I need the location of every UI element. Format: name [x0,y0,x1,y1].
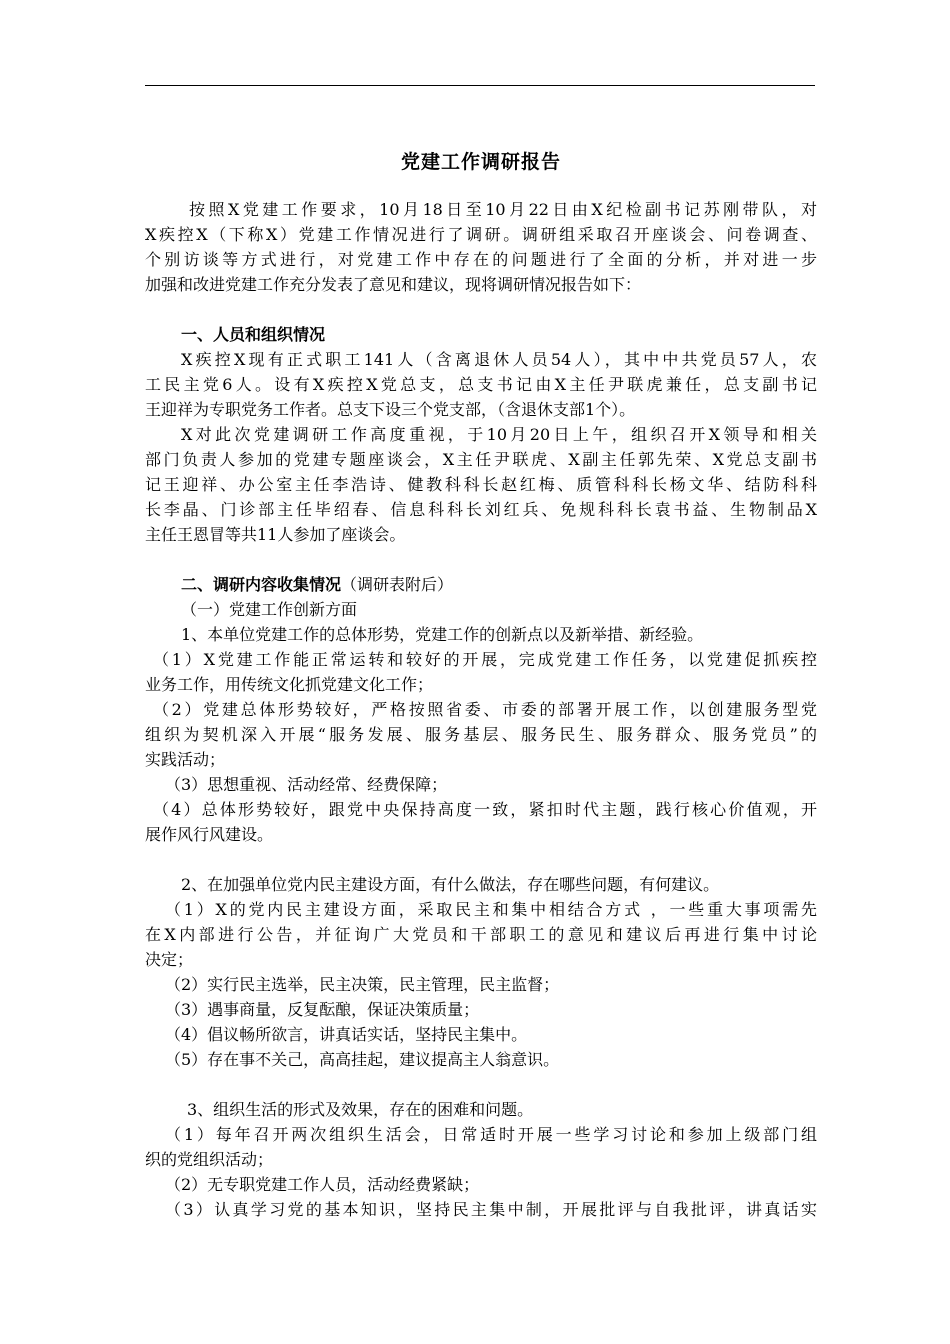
paragraph-line: 1、本单位党建工作的总体形势，党建工作的创新点以及新举措、新经验。 [181,625,704,644]
paragraph-line: X疾控X（下称X）党建工作情况进行了调研。调研组采取召开座谈会、问卷调查、 [145,225,817,244]
paragraph-line: 记王迎祥、办公室主任李浩诗、健教科科长赵红梅、质管科科长杨文华、结防科科 [145,475,817,494]
paragraph-line: 实践活动； [145,750,226,769]
paragraph-line: 按照X党建工作要求，10月18日至10月22日由X纪检副书记苏刚带队，对 [189,200,817,219]
paragraph-line: （一）党建工作创新方面 [181,600,358,619]
paragraph-line: 长李晶、门诊部主任毕绍春、信息科科长刘红兵、免规科科长袁书益、生物制品X [145,500,817,519]
section-heading: 一、人员和组织情况 [181,325,326,344]
paragraph-line: （2）无专职党建工作人员，活动经费紧缺； [165,1175,480,1194]
paragraph-line: （5）存在事不关己，高高挂起，建议提高主人翁意识。 [165,1050,560,1069]
paragraph-line: （2）实行民主选举，民主决策，民主管理，民主监督； [165,975,560,994]
page-title: 党建工作调研报告 [400,151,561,173]
paragraph-line: 组织为契机深入开展“服务发展、服务基层、服务民生、服务群众、服务党员”的 [145,725,817,744]
document-page [145,0,817,1344]
paragraph-line: （1）X的党内民主建设方面，采取民主和集中相结合方式 ，一些重大事项需先 [165,900,817,919]
section-heading: 二、调研内容收集情况（调研表附后） [181,575,454,594]
paragraph-line: （2）党建总体形势较好，严格按照省委、市委的部署开展工作，以创建服务型党 [153,700,817,719]
paragraph-line: 业务工作，用传统文化抓党建文化工作； [145,675,434,694]
paragraph-line: 王迎祥为专职党务工作者。总支下设三个党支部，（含退休支部1个）。 [145,400,636,419]
paragraph-line: 主任王恩冒等共11人参加了座谈会。 [145,525,406,544]
paragraph-line: （3）思想重视、活动经常、经费保障； [165,775,448,794]
paragraph-line: X疾控X现有正式职工141人（含离退休人员54人），其中中共党员57人，农 [181,350,817,369]
paragraph-line: 部门负责人参加的党建专题座谈会，X主任尹联虎、X副主任郭先荣、X党总支副书 [145,450,817,469]
paragraph-line: （1）X党建工作能正常运转和较好的开展，完成党建工作任务，以党建促抓疾控 [153,650,817,669]
paragraph-line: 3、组织生活的形式及效果，存在的困难和问题。 [187,1100,534,1119]
paragraph-line: 2、在加强单位党内民主建设方面，有什么做法，存在哪些问题，有何建议。 [181,875,720,894]
paragraph-line: 个别访谈等方式进行，对党建工作中存在的问题进行了全面的分析，并对进一步 [145,250,817,269]
heading-note: （调研表附后） [341,575,454,594]
paragraph-line: 织的党组织活动； [145,1150,274,1169]
paragraph-line: （1）每年召开两次组织生活会，日常适时开展一些学习讨论和参加上级部门组 [165,1125,817,1144]
paragraph-line: （4）倡议畅所欲言，讲真话实话，坚持民主集中。 [165,1025,528,1044]
paragraph-line: 展作风行风建设。 [145,825,274,844]
paragraph-line: （3）遇事商量，反复酝酿，保证决策质量； [165,1000,480,1019]
paragraph-line: 工民主党6人。设有X疾控X党总支，总支书记由X主任尹联虎兼任，总支副书记 [145,375,817,394]
header-rule [145,85,815,86]
paragraph-line: 在X内部进行公告，并征询广大党员和干部职工的意见和建议后再进行集中讨论 [145,925,817,944]
paragraph-line: X对此次党建调研工作高度重视，于10月20日上午，组织召开X领导和相关 [181,425,817,444]
paragraph-line: 加强和改进党建工作充分发表了意见和建议，现将调研情况报告如下： [145,275,642,294]
paragraph-line: （3）认真学习党的基本知识，坚持民主集中制，开展批评与自我批评，讲真话实 [165,1200,817,1219]
paragraph-line: 决定； [145,950,194,969]
paragraph-line: （4）总体形势较好，跟党中央保持高度一致，紧扣时代主题，践行核心价值观，开 [153,800,817,819]
